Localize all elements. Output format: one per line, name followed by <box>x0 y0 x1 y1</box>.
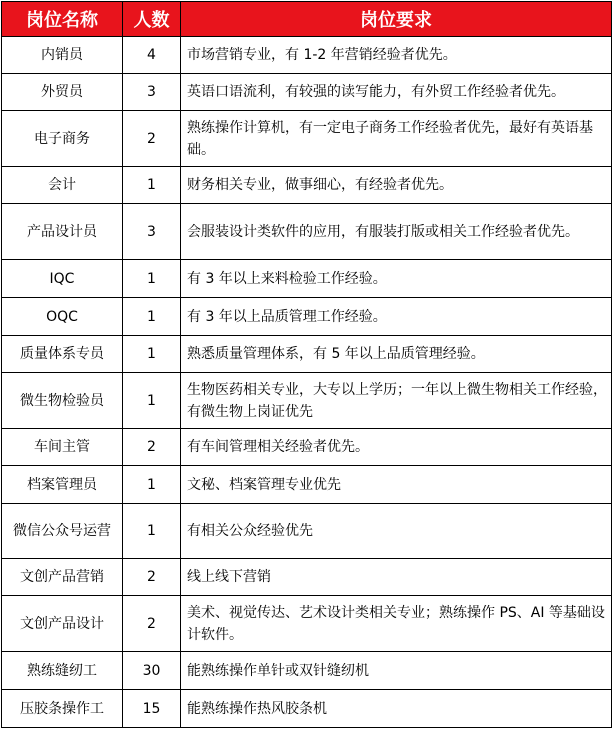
table-row <box>2 336 612 373</box>
requirement: 生物医药相关专业，大专以上学历；一年以上微生物相关工作经验，有微生物上岗证优先 <box>181 373 612 429</box>
table-row <box>2 373 612 429</box>
table-row <box>2 504 612 559</box>
position-name: 产品设计员 <box>2 204 123 260</box>
requirement: 有车间管理相关经验者优先。 <box>181 429 612 466</box>
header-count: 人数 <box>123 2 181 37</box>
table-row <box>2 652 612 690</box>
headcount: 4 <box>123 37 181 74</box>
headcount: 1 <box>123 466 181 504</box>
headcount: 2 <box>123 429 181 466</box>
header-position: 岗位名称 <box>2 2 123 37</box>
requirement: 有 3 年以上品质管理工作经验。 <box>181 298 612 336</box>
table-row <box>2 466 612 504</box>
table-row <box>2 559 612 596</box>
headcount: 1 <box>123 336 181 373</box>
table-row <box>2 204 612 260</box>
headcount: 1 <box>123 260 181 298</box>
requirement: 有 3 年以上来料检验工作经验。 <box>181 260 612 298</box>
position-name: OQC <box>2 298 123 336</box>
position-name: 电子商务 <box>2 111 123 167</box>
requirement: 市场营销专业，有 1-2 年营销经验者优先。 <box>181 37 612 74</box>
position-name: 微生物检验员 <box>2 373 123 429</box>
requirement: 会服装设计类软件的应用，有服装打版或相关工作经验者优先。 <box>181 204 612 260</box>
table-row <box>2 690 612 728</box>
requirement: 文秘、档案管理专业优先 <box>181 466 612 504</box>
position-name: 文创产品营销 <box>2 559 123 596</box>
headcount: 2 <box>123 596 181 652</box>
position-name: 质量体系专员 <box>2 336 123 373</box>
headcount: 2 <box>123 559 181 596</box>
position-name: 内销员 <box>2 37 123 74</box>
headcount: 3 <box>123 204 181 260</box>
headcount: 1 <box>123 167 181 204</box>
table-row <box>2 111 612 167</box>
table-row <box>2 298 612 336</box>
headcount: 2 <box>123 111 181 167</box>
requirement: 能熟练操作单针或双针缝纫机 <box>181 652 612 690</box>
table-row <box>2 167 612 204</box>
headcount: 1 <box>123 298 181 336</box>
table-row <box>2 260 612 298</box>
headcount: 15 <box>123 690 181 728</box>
job-table <box>1 1 612 728</box>
position-name: 熟练缝纫工 <box>2 652 123 690</box>
table-row <box>2 429 612 466</box>
table-row <box>2 37 612 74</box>
position-name: 压胶条操作工 <box>2 690 123 728</box>
position-name: IQC <box>2 260 123 298</box>
requirement: 有相关公众经验优先 <box>181 504 612 559</box>
requirement: 熟练操作计算机，有一定电子商务工作经验者优先，最好有英语基础。 <box>181 111 612 167</box>
table-row <box>2 74 612 111</box>
requirement: 英语口语流利，有较强的读写能力，有外贸工作经验者优先。 <box>181 74 612 111</box>
requirement: 财务相关专业，做事细心，有经验者优先。 <box>181 167 612 204</box>
headcount: 1 <box>123 504 181 559</box>
headcount: 30 <box>123 652 181 690</box>
position-name: 车间主管 <box>2 429 123 466</box>
requirement: 熟悉质量管理体系，有 5 年以上品质管理经验。 <box>181 336 612 373</box>
position-name: 档案管理员 <box>2 466 123 504</box>
position-name: 外贸员 <box>2 74 123 111</box>
headcount: 1 <box>123 373 181 429</box>
header-row <box>2 2 612 37</box>
requirement: 线上线下营销 <box>181 559 612 596</box>
requirement: 美术、视觉传达、艺术设计类相关专业；熟练操作 PS、AI 等基础设计软件。 <box>181 596 612 652</box>
headcount: 3 <box>123 74 181 111</box>
position-name: 文创产品设计 <box>2 596 123 652</box>
position-name: 会计 <box>2 167 123 204</box>
requirement: 能熟练操作热风胶条机 <box>181 690 612 728</box>
header-requirement: 岗位要求 <box>181 2 612 37</box>
position-name: 微信公众号运营 <box>2 504 123 559</box>
table-row <box>2 596 612 652</box>
